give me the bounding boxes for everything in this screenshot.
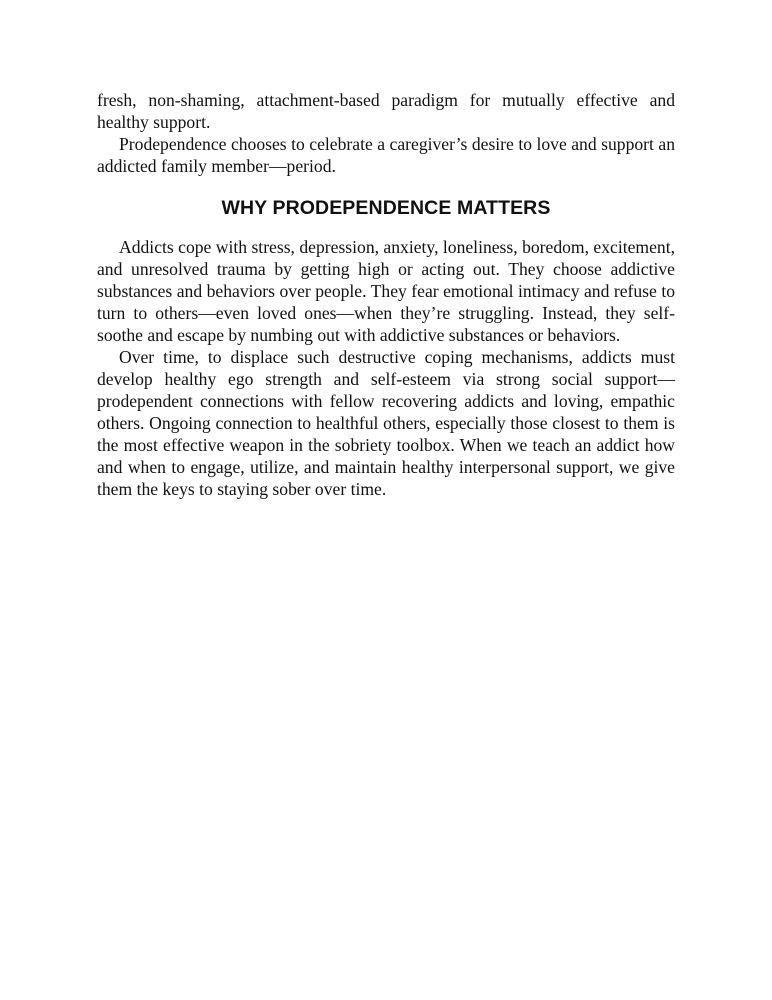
paragraph-over-time: Over time, to displace such destructive coping mechanisms, addicts must develop healthy ego strength and self-esteem via strong social support—prodependent connections with fellow recovering addicts and loving, empathic others. Ongoing connection to healthful others, especially those closest to them is the most effective weapon in the sobriety toolbox. When we teach an addict how and when to engage, utilize, and maintain healthy interpersonal support, we give them the keys to staying sober over time. <box>97 347 675 499</box>
book-page <box>97 89 675 500</box>
paragraph-addicts-cope: Addicts cope with stress, depression, anxiety, loneliness, boredom, excitement, and unresolved trauma by getting high or acting out. They choose addictive substances and behaviors over people. They fear emotional intimacy and refuse to turn to others—even loved ones—when they’re struggling. Instead, they self-soothe and escape by numbing out with addictive substances or behaviors. <box>97 237 675 345</box>
paragraph-celebrate: Prodependence chooses to celebrate a caregiver’s desire to love and support an addicted family member—period. <box>97 134 675 176</box>
continued-paragraph: fresh, non-shaming, attachment-based paradigm for mutually effective and healthy support. <box>97 90 675 132</box>
section-heading: WHY PRODEPENDENCE MATTERS <box>221 197 551 219</box>
